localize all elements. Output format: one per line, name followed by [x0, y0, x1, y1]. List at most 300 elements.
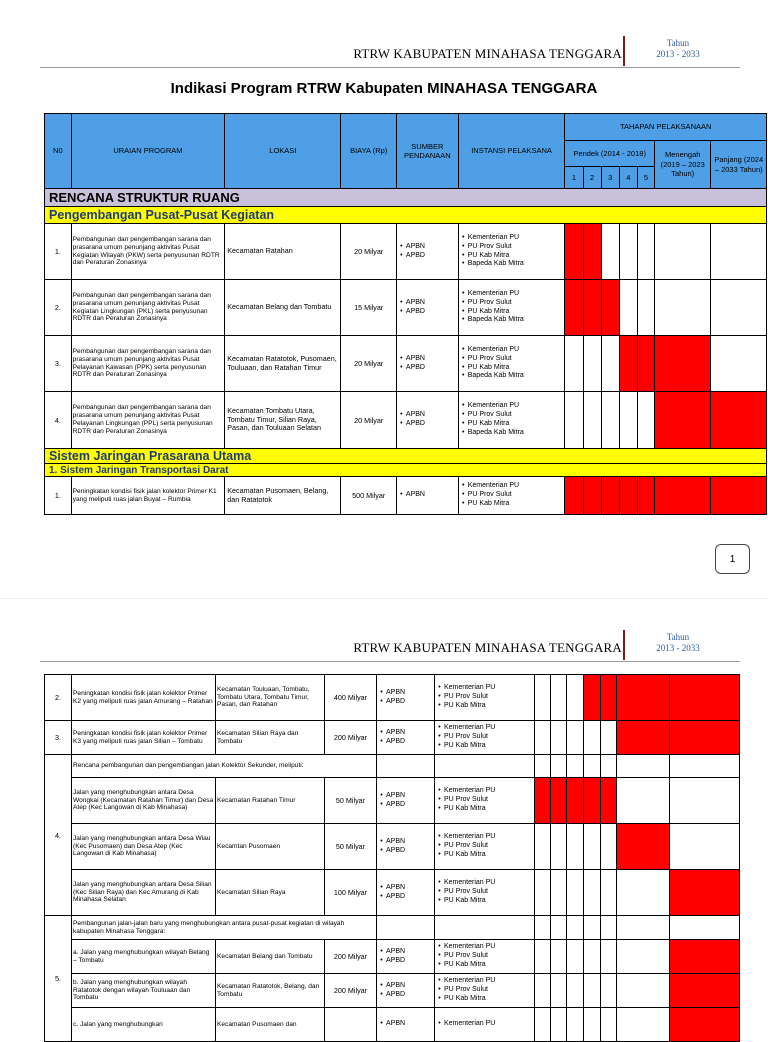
instansi-item: • Kementerian PU — [435, 977, 534, 986]
row-instansi — [435, 778, 535, 824]
schedule-cell — [601, 721, 617, 755]
schedule-cell — [535, 721, 551, 755]
instansi-item: • Bapeda Kab Mitra — [459, 372, 565, 381]
schedule-cell — [551, 1008, 567, 1042]
schedule-cell — [601, 755, 617, 778]
col-uraian: URAIAN PROGRAM — [71, 114, 225, 189]
schedule-cell — [601, 824, 617, 870]
row-sumber — [377, 1008, 435, 1042]
instansi-item: • Kementerian PU — [435, 787, 534, 796]
instansi-item: • PU Kab Mitra — [435, 851, 534, 860]
header-tahun-range: 2013 - 2033 — [656, 49, 700, 59]
row-lokasi: Kecamatan Ratatotok, Belang, dan Tombatu — [216, 974, 325, 1008]
schedule-cell — [551, 870, 567, 916]
instansi-item: • PU Kab Mitra — [435, 805, 534, 814]
schedule-cell-filled — [617, 721, 670, 755]
sumber-item: • APBN — [377, 729, 434, 738]
schedule-cell — [535, 675, 551, 721]
instansi-item: • PU Prov Sulut — [459, 411, 565, 420]
section-pusat: Pengembangan Pusat-Pusat Kegiatan — [45, 207, 767, 224]
row-biaya: 50 Milyar — [325, 824, 377, 870]
schedule-cell — [637, 280, 654, 336]
schedule-cell — [654, 224, 711, 280]
row-uraian: Pembangunan dan pengembangan sarana dan prasarana umum penunjang aktivitas Pusat Kegiatan Lingkungan (PKL) serta penyusunan RDTR dan Peraturan Zonasinya — [71, 280, 225, 336]
row-no: 2. — [45, 280, 72, 336]
schedule-cell — [617, 1008, 670, 1042]
schedule-cell — [584, 974, 601, 1008]
row-biaya: 500 Milyar — [341, 477, 396, 515]
row-lokasi: Kecamatan Ratatotok, Pusomaen, Touluaan, dan Ratahan Timur — [225, 336, 341, 392]
instansi-item: • PU Prov Sulut — [435, 842, 534, 851]
col-pendek: Pendek (2014 - 2018) — [565, 141, 655, 167]
col-year: 2 — [583, 167, 601, 189]
schedule-cell — [565, 392, 583, 449]
schedule-cell-filled — [584, 778, 601, 824]
row-biaya: 50 Milyar — [325, 778, 377, 824]
sumber-item: • APBD — [377, 698, 434, 707]
schedule-cell — [551, 755, 567, 778]
sumber-item: • APBD — [377, 847, 434, 856]
schedule-cell — [711, 224, 767, 280]
row-instansi — [458, 392, 565, 449]
schedule-cell — [535, 974, 551, 1008]
sumber-item: • APBN — [377, 792, 434, 801]
schedule-cell — [551, 721, 567, 755]
schedule-cell-filled — [654, 392, 711, 449]
instansi-item: • Kementerian PU — [435, 879, 534, 888]
instansi-item: • PU Prov Sulut — [435, 693, 534, 702]
schedule-cell — [617, 916, 670, 940]
header-year — [643, 632, 713, 654]
row-no: 4. — [45, 755, 72, 916]
schedule-cell — [617, 778, 670, 824]
row-biaya: 20 Milyar — [341, 224, 396, 280]
row-sumber — [377, 824, 435, 870]
schedule-cell-filled — [670, 721, 740, 755]
schedule-cell-filled — [670, 675, 740, 721]
row-uraian: c. Jalan yang menghubungkan — [72, 1008, 216, 1042]
schedule-cell — [535, 755, 551, 778]
instansi-item: • PU Prov Sulut — [435, 796, 534, 805]
schedule-cell-filled — [565, 224, 583, 280]
instansi-item: • Kementerian PU — [459, 482, 565, 491]
header-title: RTRW KABUPATEN MINAHASA TENGGARA — [353, 46, 622, 61]
row-group-header: Pembangunan jalan-jalan baru yang menghubungkan antara pusat-pusat kegiatan di wilayah kabupaten Minahasa Tenggara: — [72, 916, 377, 940]
schedule-cell — [711, 280, 767, 336]
row-lokasi: Kecamatan Ratahan — [225, 224, 341, 280]
header-tahun-label: Tahun — [666, 38, 690, 48]
instansi-item: • Kementerian PU — [435, 684, 534, 693]
sumber-item: • APBN — [397, 355, 458, 364]
row-sumber — [396, 392, 458, 449]
schedule-cell — [551, 916, 567, 940]
schedule-cell — [567, 916, 584, 940]
schedule-cell-filled — [601, 280, 619, 336]
schedule-cell — [584, 1008, 601, 1042]
row-sumber — [377, 721, 435, 755]
instansi-item: • PU Prov Sulut — [459, 299, 565, 308]
schedule-cell — [535, 824, 551, 870]
schedule-cell — [601, 870, 617, 916]
row-group-header: Rencana pembangunan dan pengembangan jalan Kolektor Sekunder, meliputi: — [72, 755, 377, 778]
schedule-cell-filled — [670, 940, 740, 974]
schedule-cell — [584, 721, 601, 755]
sumber-item: • APBN — [377, 982, 434, 991]
col-year: 5 — [637, 167, 654, 189]
row-biaya — [325, 1008, 377, 1042]
empty-cell — [377, 916, 435, 940]
program-table — [44, 113, 767, 515]
schedule-cell-filled — [670, 870, 740, 916]
schedule-cell — [601, 916, 617, 940]
page-number: 1 — [715, 544, 750, 574]
row-uraian: a. Jalan yang menghubungkan wilayah Belang – Tombatu — [72, 940, 216, 974]
instansi-item: • Kementerian PU — [435, 1020, 534, 1029]
row-instansi — [435, 870, 535, 916]
header-divider — [623, 36, 625, 66]
sumber-item: • APBD — [397, 420, 458, 429]
instansi-item: • PU Kab Mitra — [435, 995, 534, 1004]
row-sumber — [396, 477, 458, 515]
schedule-cell — [601, 224, 619, 280]
instansi-item: • PU Kab Mitra — [435, 702, 534, 711]
row-instansi — [435, 940, 535, 974]
schedule-cell-filled — [601, 477, 619, 515]
sumber-item: • APBD — [397, 364, 458, 373]
schedule-cell — [551, 824, 567, 870]
row-sumber — [377, 778, 435, 824]
page-header — [40, 629, 740, 669]
schedule-cell — [601, 336, 619, 392]
sumber-item: • APBN — [397, 299, 458, 308]
schedule-cell — [567, 1008, 584, 1042]
instansi-item: • Kementerian PU — [435, 943, 534, 952]
table-row — [45, 224, 767, 280]
schedule-cell — [535, 1008, 551, 1042]
sumber-item: • APBN — [397, 411, 458, 420]
row-uraian: Pembangunan dan pengembangan sarana dan prasarana umum penunjang aktivitas Pusat Pelayanan Kawasan (PPK) serta penyusunan RDTR dan Peraturan Zonasinya — [71, 336, 225, 392]
row-uraian: Peningkatan kondisi fisik jalan kolektor Primer K3 yang meliputi ruas jalan Silian – Tombatu — [72, 721, 216, 755]
program-table-continued — [44, 674, 740, 1042]
row-uraian: Jalan yang menghubungkan antara Desa Wongkai (Kecamatan Ratahan Timur) dan Desa Atep (Kec Langowan di Kab Minahasa) — [72, 778, 216, 824]
row-no: 3. — [45, 336, 72, 392]
table-row — [45, 1008, 740, 1042]
row-instansi — [458, 477, 565, 515]
schedule-cell — [654, 280, 711, 336]
instansi-item: • PU Prov Sulut — [435, 733, 534, 742]
instansi-item: • Bapeda Kab Mitra — [459, 260, 565, 269]
schedule-cell-filled — [567, 778, 584, 824]
row-lokasi: Kecamatan Ratahan Timur — [216, 778, 325, 824]
schedule-cell — [637, 224, 654, 280]
instansi-item: • PU Kab Mitra — [435, 742, 534, 751]
schedule-cell — [670, 755, 740, 778]
schedule-cell-filled — [583, 280, 601, 336]
schedule-cell — [617, 974, 670, 1008]
instansi-item: • PU Prov Sulut — [435, 986, 534, 995]
row-biaya: 200 Milyar — [325, 974, 377, 1008]
sumber-item: • APBN — [377, 838, 434, 847]
schedule-cell — [617, 870, 670, 916]
schedule-cell-filled — [637, 477, 654, 515]
row-biaya: 100 Milyar — [325, 870, 377, 916]
schedule-cell-filled — [535, 778, 551, 824]
instansi-item: • Kementerian PU — [459, 346, 565, 355]
row-biaya: 20 Milyar — [341, 336, 396, 392]
row-lokasi: Kecamatan Tombatu Utara, Tombatu Timur, Silian Raya, Pasan, dan Touluaan Selatan — [225, 392, 341, 449]
table-row — [45, 870, 740, 916]
schedule-cell — [583, 336, 601, 392]
schedule-cell-filled — [619, 336, 637, 392]
instansi-item: • PU Kab Mitra — [459, 364, 565, 373]
sumber-item: • APBN — [377, 1020, 434, 1029]
schedule-cell — [601, 1008, 617, 1042]
table-row — [45, 824, 740, 870]
row-sumber — [377, 974, 435, 1008]
instansi-item: • Kementerian PU — [435, 724, 534, 733]
sumber-item: • APBN — [397, 491, 458, 500]
table-row — [45, 477, 767, 515]
schedule-cell-filled — [601, 778, 617, 824]
table-row — [45, 280, 767, 336]
schedule-cell — [584, 824, 601, 870]
instansi-item: • Kementerian PU — [459, 234, 565, 243]
empty-cell — [435, 755, 535, 778]
sumber-item: • APBN — [377, 689, 434, 698]
row-instansi — [435, 1008, 535, 1042]
sumber-item: • APBD — [377, 801, 434, 810]
header-rule — [40, 67, 740, 68]
table-row — [45, 755, 740, 778]
row-lokasi: Kecamatan Silian Raya dan Tombatu — [216, 721, 325, 755]
row-lokasi: Kecamtan Pusomaen — [216, 824, 325, 870]
row-uraian: b. Jalan yang menghubungkan wilayah Ratatotok dengan wilayah Touluaan dan Tombatu — [72, 974, 216, 1008]
sumber-item: • APBD — [377, 893, 434, 902]
empty-cell — [377, 755, 435, 778]
row-no: 4. — [45, 392, 72, 449]
instansi-item: • PU Prov Sulut — [459, 355, 565, 364]
sumber-item: • APBD — [377, 738, 434, 747]
schedule-cell — [670, 778, 740, 824]
schedule-cell — [584, 755, 601, 778]
schedule-cell — [584, 940, 601, 974]
row-uraian: Peningkatan kondisi fisik jalan kolektor Primer K2 yang meliputi ruas jalan Amurang – Ratahan — [72, 675, 216, 721]
row-uraian: Pembangunan dan pengembangan sarana dan prasarana umum penunjang aktivitas Pusat Pelayanan Lingkungan (PPL) serta penyusunan RDTR dan Peraturan Zonasinya — [71, 392, 225, 449]
schedule-cell — [567, 870, 584, 916]
row-instansi — [435, 824, 535, 870]
schedule-cell — [567, 755, 584, 778]
row-sumber — [396, 280, 458, 336]
schedule-cell-filled — [583, 477, 601, 515]
table-row — [45, 336, 767, 392]
schedule-cell — [670, 916, 740, 940]
schedule-cell — [551, 974, 567, 1008]
instansi-item: • PU Prov Sulut — [459, 491, 565, 500]
row-instansi — [435, 721, 535, 755]
row-lokasi: Kecamatan Silian Raya — [216, 870, 325, 916]
schedule-cell — [583, 392, 601, 449]
schedule-cell-filled — [617, 824, 670, 870]
table-row — [45, 940, 740, 974]
table-row — [45, 778, 740, 824]
sumber-item: • APBN — [377, 884, 434, 893]
table-row — [45, 916, 740, 940]
header-year — [643, 38, 713, 60]
row-sumber — [396, 336, 458, 392]
header-title: RTRW KABUPATEN MINAHASA TENGGARA — [353, 640, 622, 655]
schedule-cell — [567, 824, 584, 870]
schedule-cell — [617, 940, 670, 974]
instansi-item: • PU Kab Mitra — [459, 252, 565, 261]
instansi-item: • Bapeda Kab Mitra — [459, 316, 565, 325]
schedule-cell-filled — [584, 675, 601, 721]
instansi-item: • Bapeda Kab Mitra — [459, 429, 565, 438]
instansi-item: • PU Kab Mitra — [459, 420, 565, 429]
schedule-cell-filled — [617, 675, 670, 721]
row-instansi — [435, 675, 535, 721]
row-lokasi: Kecamatan Pusomaen dan — [216, 1008, 325, 1042]
schedule-cell — [637, 392, 654, 449]
row-no: 2. — [45, 675, 72, 721]
row-sumber — [377, 940, 435, 974]
schedule-cell-filled — [711, 392, 767, 449]
instansi-item: • Kementerian PU — [435, 833, 534, 842]
schedule-cell-filled — [565, 280, 583, 336]
col-biaya: BIAYA (Rp) — [341, 114, 396, 189]
instansi-item: • PU Kab Mitra — [459, 308, 565, 317]
schedule-cell — [551, 675, 567, 721]
col-year: 3 — [601, 167, 619, 189]
row-biaya: 15 Milyar — [341, 280, 396, 336]
instansi-item: • PU Kab Mitra — [435, 961, 534, 970]
section-struktur: RENCANA STRUKTUR RUANG — [45, 189, 767, 207]
sumber-item: • APBD — [397, 308, 458, 317]
instansi-item: • Kementerian PU — [459, 290, 565, 299]
col-year: 1 — [565, 167, 583, 189]
schedule-cell-filled — [551, 778, 567, 824]
header-rule — [40, 661, 740, 662]
schedule-cell — [535, 870, 551, 916]
row-instansi — [435, 974, 535, 1008]
schedule-cell — [601, 974, 617, 1008]
row-uraian: Peningkatan kondisi fisik jalan kolektor Primer K1 yang meliputi ruas jalan Buyat – Rumbia — [71, 477, 225, 515]
row-no: 1. — [45, 224, 72, 280]
schedule-cell — [619, 392, 637, 449]
row-lokasi: Kecamatan Belang dan Tombatu — [216, 940, 325, 974]
instansi-item: • PU Prov Sulut — [435, 888, 534, 897]
sumber-item: • APBN — [397, 243, 458, 252]
row-lokasi: Kecamatan Touluaan, Tombatu, Tombatu Utara, Tombatu Timur, Pasan, dan Ratahan — [216, 675, 325, 721]
schedule-cell-filled — [711, 477, 767, 515]
row-lokasi: Kecamatan Pusomaen, Belang, dan Ratatotok — [225, 477, 341, 515]
schedule-cell — [670, 824, 740, 870]
row-no: 5. — [45, 916, 72, 1042]
section-transportasi: 1. Sistem Jaringan Transportasi Darat — [45, 464, 767, 477]
page-header — [40, 35, 740, 75]
schedule-cell-filled — [601, 675, 617, 721]
row-sumber — [377, 870, 435, 916]
sumber-item: • APBD — [397, 252, 458, 261]
schedule-cell — [619, 224, 637, 280]
col-tahapan: TAHAPAN PELAKSANAAN — [565, 114, 767, 141]
header-tahun-range: 2013 - 2033 — [656, 643, 700, 653]
table-row — [45, 675, 740, 721]
row-uraian: Jalan yang menghubungkan antara Desa Silian (Kec Silian Raya) dan Kec Amurang di Kab Minahasa Selatan — [72, 870, 216, 916]
schedule-cell-filled — [565, 477, 583, 515]
row-instansi — [458, 280, 565, 336]
schedule-cell-filled — [654, 336, 711, 392]
schedule-cell — [535, 940, 551, 974]
schedule-cell — [617, 755, 670, 778]
schedule-cell — [584, 916, 601, 940]
col-sumber: SUMBER PENDANAAN — [396, 114, 458, 189]
row-uraian: Jalan yang menghubungkan antara Desa Wiau (Kec Pusomaen) dan Desa Atep (Kec Langowan di Kab Minahasa) — [72, 824, 216, 870]
schedule-cell — [565, 336, 583, 392]
row-no: 1. — [45, 477, 72, 515]
table-row — [45, 721, 740, 755]
schedule-cell — [601, 940, 617, 974]
schedule-cell-filled — [619, 477, 637, 515]
col-menengah: Menengah (2019 – 2023 Tahun) — [654, 141, 711, 189]
col-year: 4 — [619, 167, 637, 189]
schedule-cell — [567, 675, 584, 721]
schedule-cell — [535, 916, 551, 940]
row-biaya: 200 Milyar — [325, 721, 377, 755]
schedule-cell — [551, 940, 567, 974]
row-instansi — [458, 336, 565, 392]
col-panjang: Panjang (2024 – 2033 Tahun) — [711, 141, 767, 189]
section-jaringan: Sistem Jaringan Prasarana Utama — [45, 449, 767, 464]
row-uraian: Pembangunan dan pengembangan sarana dan prasarana umum penunjang aktivitas Pusat Kegiatan Wilayah (PKW) serta penyusunan RDTR dan Peraturan Zonasinya — [71, 224, 225, 280]
row-biaya: 200 Milyar — [325, 940, 377, 974]
row-instansi — [458, 224, 565, 280]
instansi-item: • PU Kab Mitra — [435, 897, 534, 906]
instansi-item: • Kementerian PU — [459, 402, 565, 411]
row-biaya: 400 Milyar — [325, 675, 377, 721]
schedule-cell — [567, 721, 584, 755]
sumber-item: • APBN — [377, 948, 434, 957]
table-row — [45, 974, 740, 1008]
schedule-cell — [567, 940, 584, 974]
schedule-cell-filled — [637, 336, 654, 392]
schedule-cell-filled — [670, 1008, 740, 1042]
schedule-cell — [619, 280, 637, 336]
col-no: N0 — [45, 114, 72, 189]
sumber-item: • APBD — [377, 957, 434, 966]
page-2 — [0, 599, 768, 1028]
row-lokasi: Kecamatan Belang dan Tombatu — [225, 280, 341, 336]
schedule-cell-filled — [670, 974, 740, 1008]
col-lokasi: LOKASI — [225, 114, 341, 189]
instansi-item: • PU Prov Sulut — [435, 952, 534, 961]
table-row — [45, 392, 767, 449]
header-divider — [623, 630, 625, 660]
schedule-cell — [601, 392, 619, 449]
row-sumber — [396, 224, 458, 280]
schedule-cell — [711, 336, 767, 392]
schedule-cell-filled — [654, 477, 711, 515]
instansi-item: • PU Kab Mitra — [459, 500, 565, 509]
col-instansi: INSTANSI PELAKSANA — [458, 114, 565, 189]
schedule-cell-filled — [583, 224, 601, 280]
schedule-cell — [584, 870, 601, 916]
header-tahun-label: Tahun — [666, 632, 690, 642]
schedule-cell — [567, 974, 584, 1008]
empty-cell — [435, 916, 535, 940]
instansi-item: • PU Prov Sulut — [459, 243, 565, 252]
row-sumber — [377, 675, 435, 721]
sumber-item: • APBD — [377, 991, 434, 1000]
